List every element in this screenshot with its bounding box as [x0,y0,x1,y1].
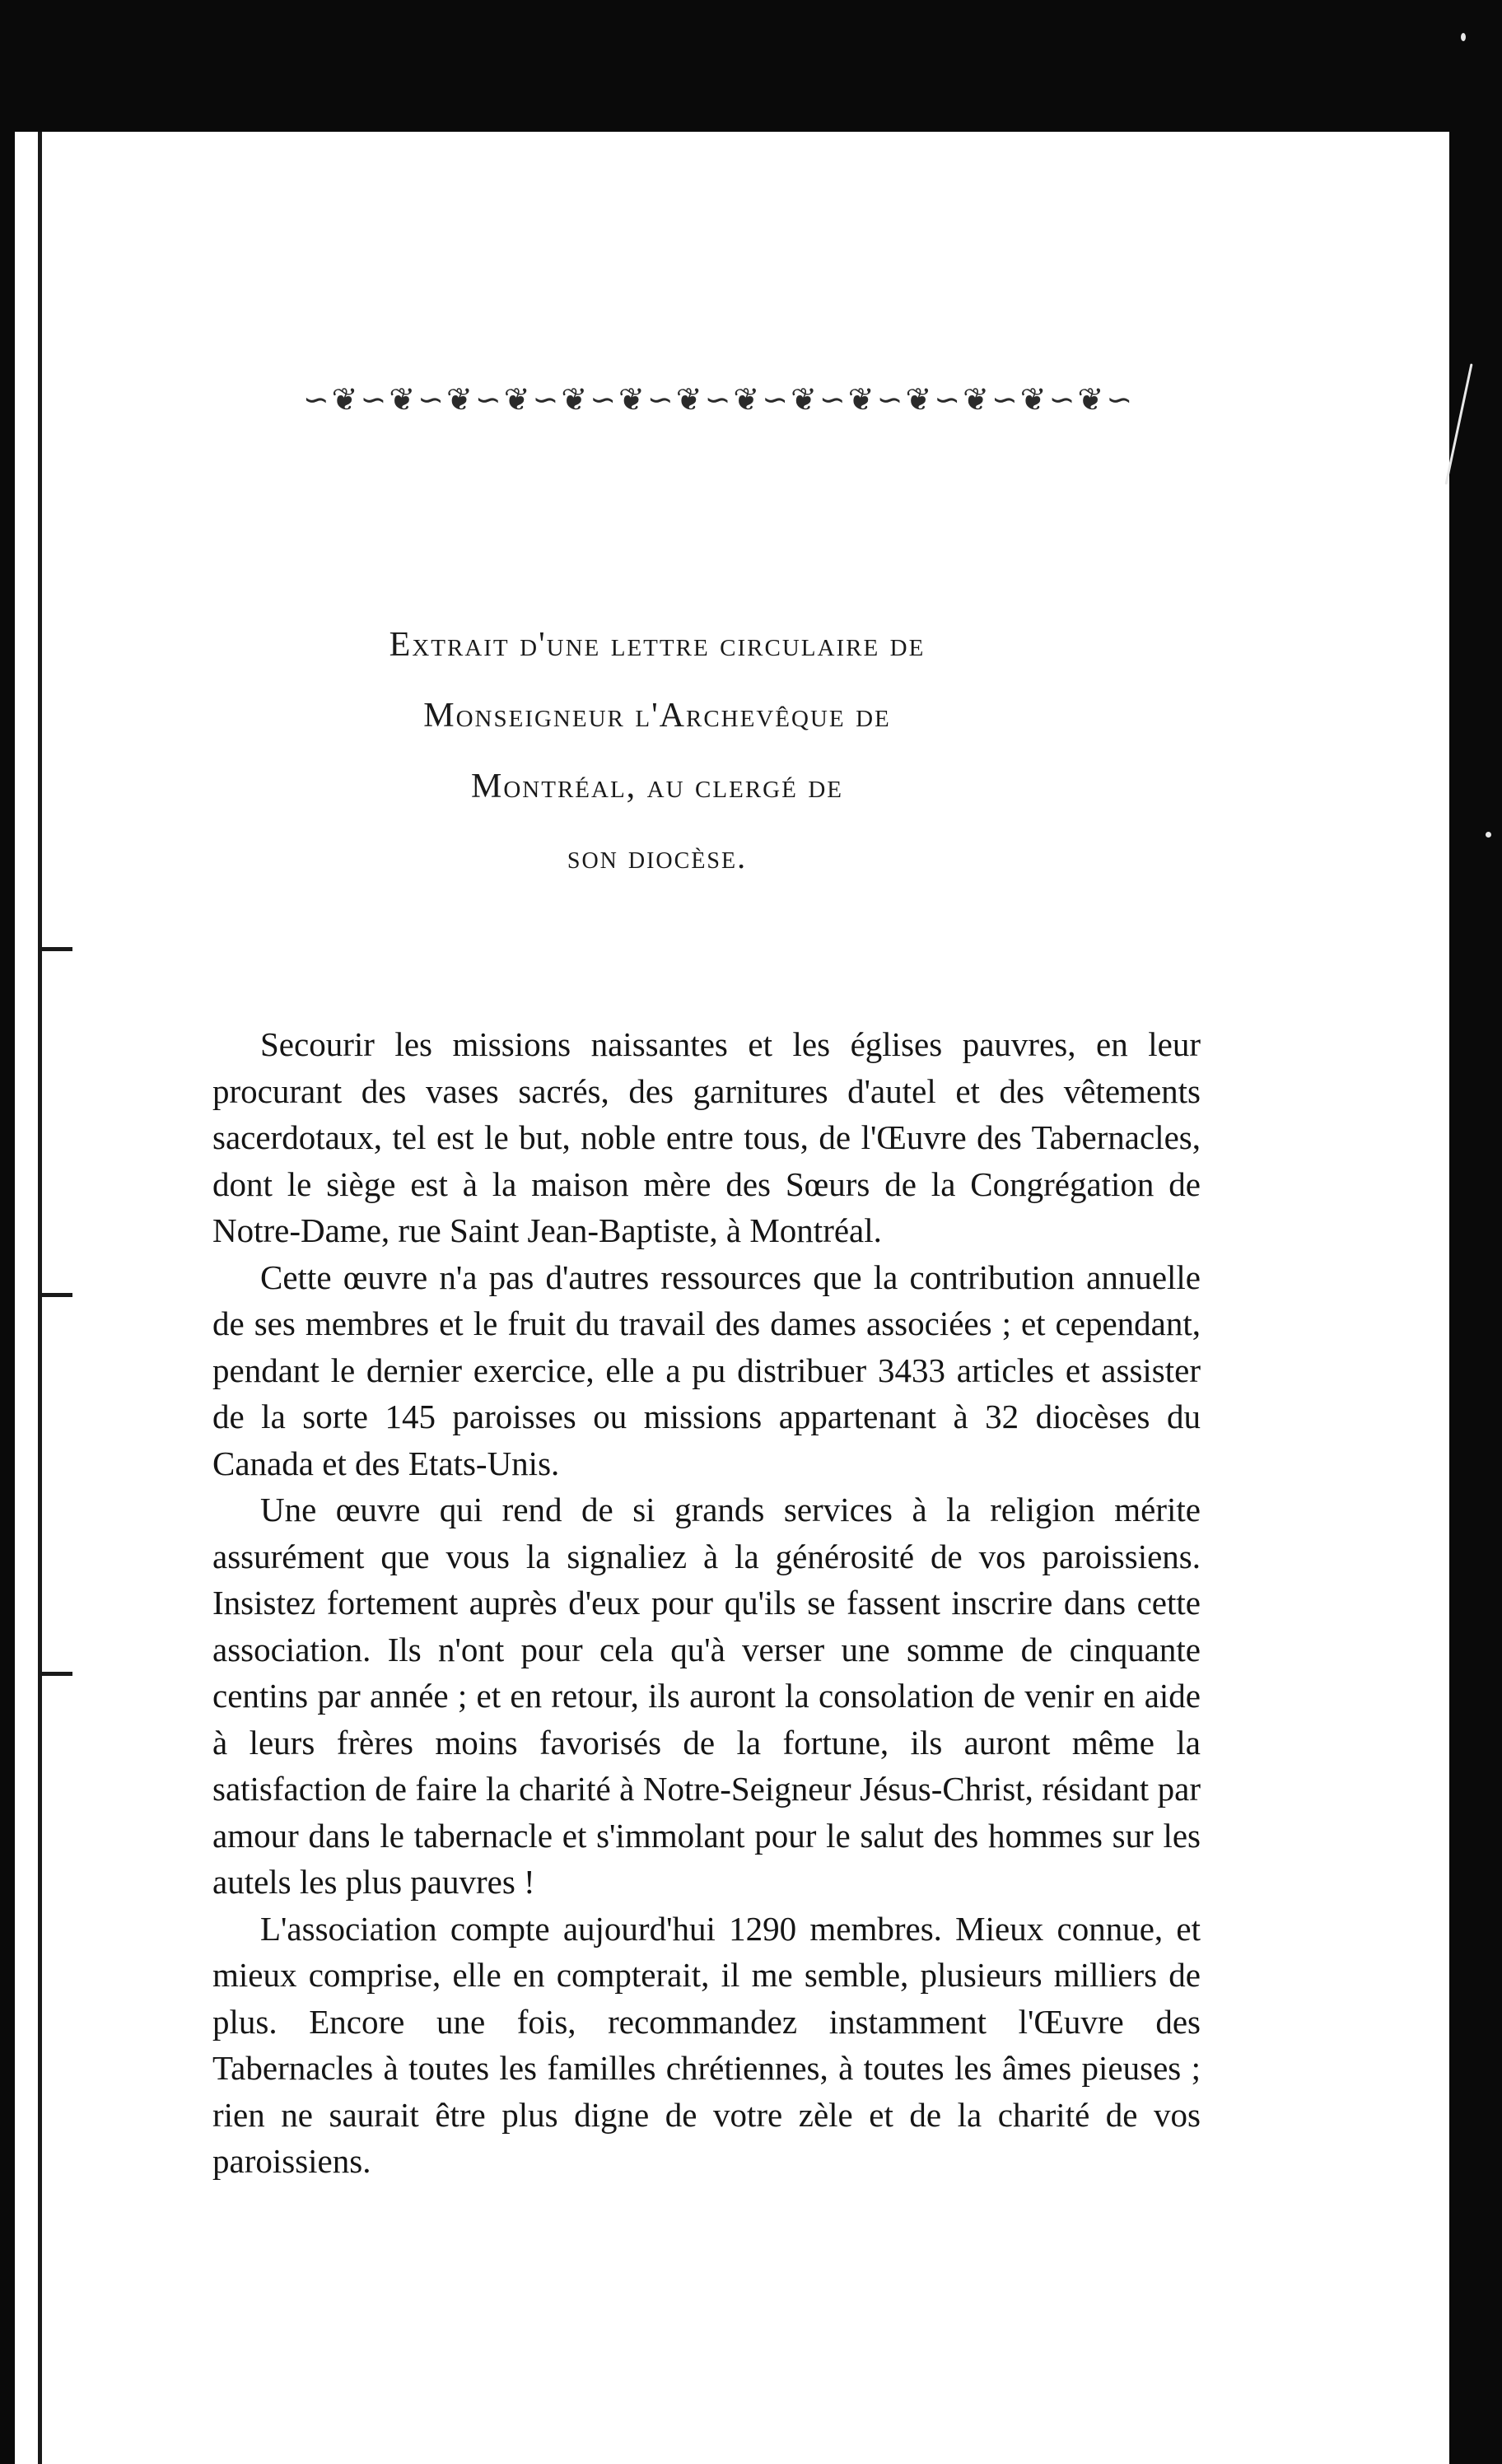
scan-speck [1444,363,1472,484]
title-line-3: Montréal, au clergé de [471,768,843,805]
scan-speck [1486,832,1491,838]
edge-tick [38,947,72,951]
edge-tick [38,1293,72,1297]
binding-edge [38,132,42,2464]
paragraph: Une œuvre qui rend de si grands services à la religion mérite assurément que vous la signaliez à la générosité de vos paroissiens. Insistez fortement auprès d'eux pour qu'ils se fassent inscrire dans cette association. Ils n'ont pour cela qu'à verser une somme de cinquante centins par année ; et en retour, ils auront la consolation de venir en aide à leurs frères moins favorisés de la fortune, ils auront même la satisfaction de faire la charité à Notre-Seigneur Jésus-Christ, résidant par amour dans le tabernacle et s'immolant pour le salut des hommes sur les autels les plus pauvres ! [212,1491,1201,1901]
title-line-1: Extrait d'une lettre circulaire de [389,626,926,664]
paragraph: Cette œuvre n'a pas d'autres ressources que la contribution annuelle de ses membres et le fruit du travail des dames associées ; et cependant, pendant le dernier exercice, elle a pu distribuer 3433 articles et assister de la sorte 145 paroisses ou missions appartenant à 32 diocèses du Canada et des Etats-Unis. [212,1258,1201,1482]
paragraph: L'association compte aujourd'hui 1290 membres. Mieux connue, et mieux comprise, elle en compterait, il me semble, plusieurs milliers de plus. Encore une fois, recommandez instamment l'Œuvre des Tabernacles à toutes les familles chrétiennes, à toutes les âmes pieuses ; rien ne saurait être plus digne de votre zèle et de la charité de vos paroissiens. [212,1909,1201,2180]
title-line-4: son diocèse. [567,838,748,875]
edge-tick [38,1672,72,1676]
letter-body [212,1021,1201,2185]
scan-speck [1461,33,1466,41]
paragraph: Secourir les missions naissantes et les églises pauvres, en leur procurant des vases sacrés, des garnitures d'autel et des vêtements sacerdotaux, tel est le but, noble entre tous, de l'Œuvre des Tabernacles, dont le siège est à la maison mère des Sœurs de la Congrégation de Notre-Dame, rue Saint Jean-Baptiste, à Montréal. [212,1025,1201,1249]
document-title [163,609,1151,893]
decorative-ornament: ∽❦∽❦∽❦∽❦∽❦∽❦∽❦∽❦∽❦∽❦∽❦∽❦∽❦∽❦∽ [302,381,1136,418]
scanned-page [15,132,1449,2464]
title-line-2: Monseigneur l'Archevêque de [423,697,891,735]
scan-margin [1428,0,1502,2464]
